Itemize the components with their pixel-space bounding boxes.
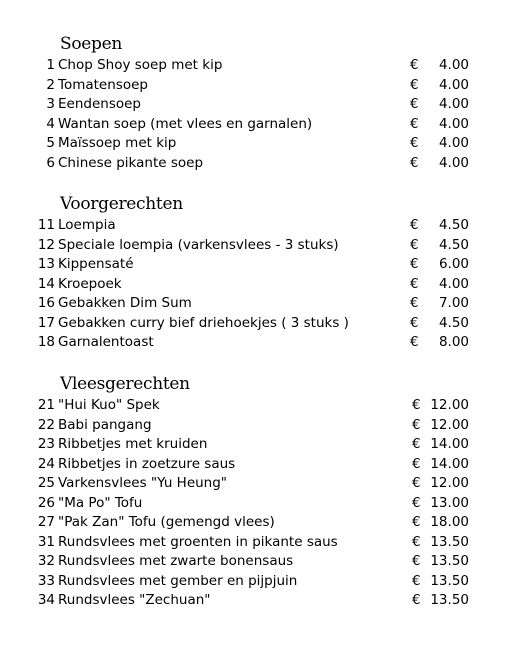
- currency-symbol: €: [410, 314, 419, 331]
- currency-symbol: €: [412, 455, 421, 472]
- item-name: Rundsvlees met groenten in pikante saus: [58, 533, 338, 550]
- currency-symbol: €: [412, 572, 421, 589]
- currency-symbol: €: [410, 76, 419, 93]
- item-price: 4.50: [438, 236, 469, 253]
- currency-symbol: €: [412, 436, 421, 452]
- item-name: Speciale loempia (varkensvlees - 3 stuks): [58, 236, 339, 253]
- currency-symbol: €: [412, 592, 421, 608]
- section-title: Voorgerechten: [60, 194, 183, 214]
- item-name: "Hui Kuo" Spek: [58, 397, 160, 413]
- item-price: 6.00: [438, 256, 469, 272]
- menu-item: [0, 533, 522, 553]
- item-name: "Ma Po" Tofu: [58, 494, 143, 511]
- item-number: 3: [46, 96, 55, 112]
- item-number: 1: [46, 57, 55, 73]
- item-name: Kroepoek: [58, 275, 122, 292]
- item-name: Rundsvlees met gember en pijpjuin: [58, 572, 298, 589]
- item-number: 17: [37, 314, 55, 331]
- item-number: 2: [46, 76, 55, 93]
- currency-symbol: €: [412, 397, 421, 413]
- menu-item: [0, 294, 522, 314]
- item-price: 4.50: [438, 217, 469, 233]
- item-price: 8.00: [438, 334, 469, 350]
- currency-symbol: €: [412, 553, 421, 569]
- item-price: 4.00: [438, 115, 469, 132]
- menu-item: [0, 552, 522, 572]
- currency-symbol: €: [410, 334, 419, 350]
- item-name: Chinese pikante soep: [58, 154, 204, 171]
- item-name: Varkensvlees "Yu Heung": [58, 475, 228, 491]
- menu-item: [0, 236, 522, 256]
- currency-symbol: €: [410, 96, 419, 112]
- item-price: 7.00: [438, 295, 469, 311]
- item-price: 14.00: [430, 436, 469, 452]
- menu-item: [0, 474, 522, 494]
- currency-symbol: €: [412, 494, 421, 511]
- currency-symbol: €: [410, 275, 419, 292]
- currency-symbol: €: [410, 236, 419, 253]
- item-number: 21: [37, 397, 55, 413]
- item-number: 6: [46, 154, 55, 171]
- item-name: Kippensaté: [58, 256, 134, 272]
- item-number: 12: [37, 236, 55, 253]
- menu-item: [0, 56, 522, 76]
- currency-symbol: €: [410, 57, 419, 73]
- menu-item: [0, 494, 522, 514]
- menu-item: [0, 435, 522, 455]
- item-number: 24: [37, 455, 55, 472]
- item-price: 14.00: [430, 455, 469, 472]
- menu-item: [0, 333, 522, 353]
- currency-symbol: €: [410, 135, 419, 151]
- item-price: 4.00: [438, 135, 469, 151]
- item-number: 5: [46, 135, 55, 151]
- currency-symbol: €: [410, 154, 419, 171]
- item-number: 31: [37, 533, 55, 550]
- item-number: 18: [37, 334, 55, 350]
- menu-item: [0, 416, 522, 436]
- menu-item: [0, 275, 522, 295]
- item-price: 18.00: [430, 514, 469, 530]
- menu-item: [0, 95, 522, 115]
- menu-item: [0, 115, 522, 135]
- item-number: 26: [37, 494, 55, 511]
- menu-item: [0, 76, 522, 96]
- item-number: 25: [37, 475, 55, 491]
- currency-symbol: €: [410, 256, 419, 272]
- item-number: 22: [37, 416, 55, 433]
- item-price: 4.00: [438, 96, 469, 112]
- item-name: Chop Shoy soep met kip: [58, 57, 223, 73]
- menu-item: [0, 255, 522, 275]
- item-number: 34: [37, 592, 55, 608]
- item-name: "Pak Zan" Tofu (gemengd vlees): [58, 514, 275, 530]
- item-price: 12.00: [430, 475, 469, 491]
- item-price: 12.00: [430, 397, 469, 413]
- menu-item: [0, 513, 522, 533]
- menu-item: [0, 314, 522, 334]
- menu-item: [0, 396, 522, 416]
- item-price: 13.50: [430, 592, 469, 608]
- item-name: Wantan soep (met vlees en garnalen): [58, 115, 313, 132]
- menu-item: [0, 572, 522, 592]
- menu-list: [0, 396, 522, 611]
- menu-item: [0, 154, 522, 174]
- menu-list: [0, 216, 522, 353]
- menu-list: [0, 56, 522, 173]
- item-price: 13.50: [430, 553, 469, 569]
- menu-item: [0, 134, 522, 154]
- item-name: Rundsvlees met zwarte bonensaus: [58, 553, 294, 569]
- item-price: 13.50: [430, 533, 469, 550]
- item-number: 13: [37, 256, 55, 272]
- item-name: Tomatensoep: [58, 76, 148, 93]
- currency-symbol: €: [412, 475, 421, 491]
- item-price: 4.00: [438, 275, 469, 292]
- item-name: Rundsvlees "Zechuan": [58, 592, 211, 608]
- item-name: Garnalentoast: [58, 334, 154, 350]
- item-price: 13.50: [430, 572, 469, 589]
- item-price: 4.00: [438, 76, 469, 93]
- item-number: 16: [37, 295, 55, 311]
- item-price: 4.50: [438, 314, 469, 331]
- item-name: Babi pangang: [58, 416, 152, 433]
- item-number: 23: [37, 436, 55, 452]
- currency-symbol: €: [410, 115, 419, 132]
- item-price: 13.00: [430, 494, 469, 511]
- menu-item: [0, 216, 522, 236]
- item-number: 11: [37, 217, 55, 233]
- item-name: Loempia: [58, 217, 116, 233]
- section-title: Vleesgerechten: [60, 374, 190, 394]
- item-price: 4.00: [438, 154, 469, 171]
- item-number: 14: [37, 275, 55, 292]
- item-number: 27: [37, 514, 55, 530]
- currency-symbol: €: [412, 514, 421, 530]
- item-name: Gebakken curry bief driehoekjes ( 3 stuks ): [58, 314, 349, 331]
- item-number: 33: [37, 572, 55, 589]
- currency-symbol: €: [410, 217, 419, 233]
- menu-item: [0, 591, 522, 611]
- currency-symbol: €: [412, 533, 421, 550]
- currency-symbol: €: [412, 416, 421, 433]
- section-title: Soepen: [60, 34, 123, 54]
- item-name: Ribbetjes met kruiden: [58, 436, 208, 452]
- menu-item: [0, 455, 522, 475]
- item-number: 32: [37, 553, 55, 569]
- currency-symbol: €: [410, 295, 419, 311]
- item-name: Maïssoep met kip: [58, 135, 177, 151]
- item-name: Ribbetjes in zoetzure saus: [58, 455, 236, 472]
- item-price: 4.00: [438, 57, 469, 73]
- item-name: Gebakken Dim Sum: [58, 295, 192, 311]
- item-name: Eendensoep: [58, 96, 141, 112]
- item-number: 4: [46, 115, 55, 132]
- item-price: 12.00: [430, 416, 469, 433]
